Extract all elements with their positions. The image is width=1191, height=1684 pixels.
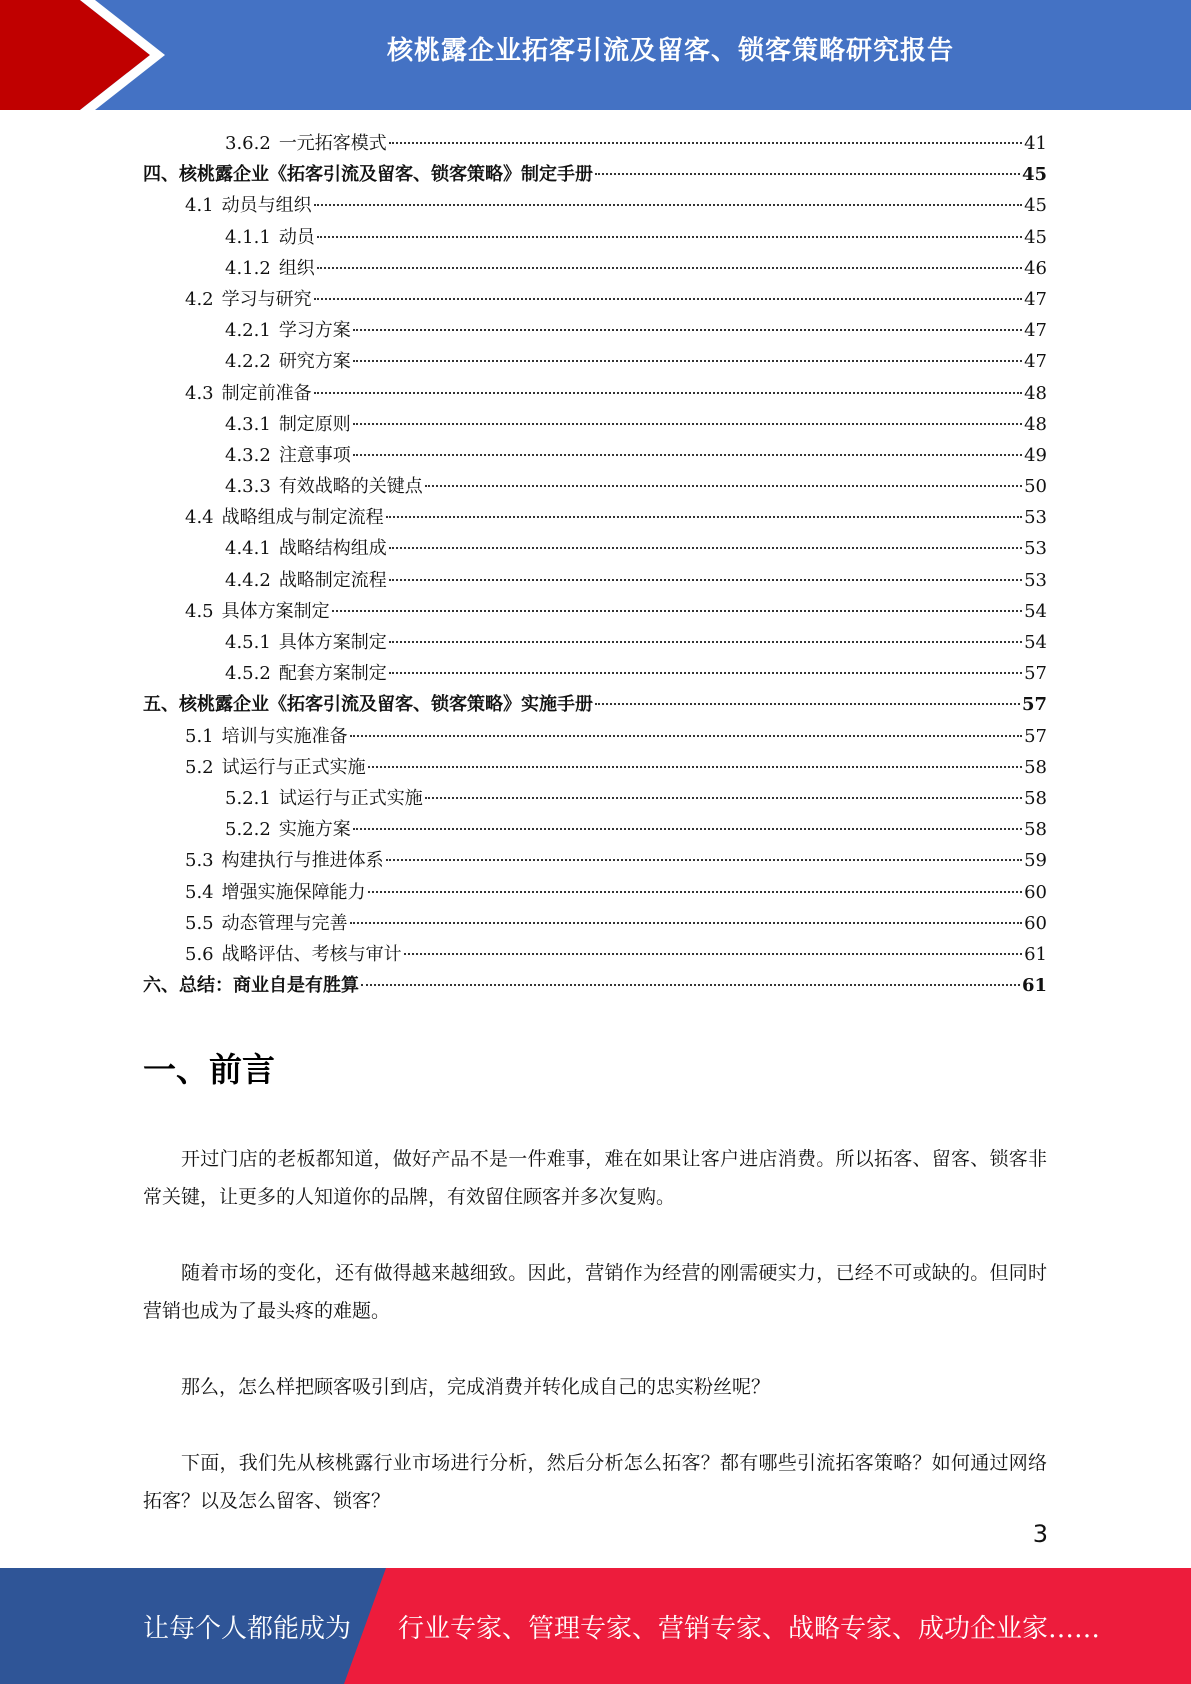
toc-entry-number: 4.2.1 [225, 320, 271, 342]
toc-leader-dots [368, 891, 1022, 893]
page-footer [0, 1568, 1191, 1684]
toc-entry-page: 57 [1024, 663, 1047, 685]
toc-leader-dots [386, 859, 1022, 861]
toc-entry-title: 战略结构组成 [278, 538, 387, 560]
toc-entry-page: 45 [1021, 164, 1047, 186]
toc-entry-title: 战略制定流程 [278, 569, 387, 591]
toc-entry-page: 50 [1024, 476, 1047, 498]
toc-entry-page: 45 [1024, 226, 1047, 248]
toc-entry-number: 4.3.1 [225, 413, 271, 435]
toc-entry-number: 4.3.2 [225, 444, 271, 466]
toc-entry-title: 实施方案 [278, 819, 351, 841]
footer-slogan-right: 行业专家、管理专家、营销专家、战略专家、成功企业家…… [398, 1614, 1101, 1644]
toc-entry-title: 培训与实施准备 [221, 725, 348, 747]
paragraph: 那么，怎么样把顾客吸引到店，完成消费并转化成自己的忠实粉丝呢？ [181, 1376, 771, 1398]
toc-entry-page: 58 [1024, 756, 1047, 778]
toc-entry[interactable] [143, 845, 1047, 876]
toc-entry-number: 4.5.2 [225, 663, 271, 685]
toc-entry-page: 54 [1024, 600, 1047, 622]
toc-leader-dots [353, 828, 1022, 830]
toc-entry-number: 3.6.2 [225, 133, 271, 154]
toc-entry-page: 49 [1024, 444, 1047, 466]
toc-entry-page: 58 [1024, 819, 1047, 841]
table-of-contents [143, 128, 1047, 1001]
toc-leader-dots [350, 735, 1022, 737]
toc-leader-dots [389, 547, 1022, 549]
toc-entry[interactable] [143, 159, 1047, 190]
toc-entry-page: 58 [1024, 787, 1047, 809]
toc-entry[interactable] [143, 752, 1047, 783]
toc-entry[interactable] [143, 689, 1047, 720]
toc-leader-dots [595, 703, 1020, 705]
toc-leader-dots [361, 984, 1020, 986]
toc-entry-page: 53 [1024, 538, 1047, 560]
toc-leader-dots [389, 579, 1022, 581]
toc-entry-number: 5.2.2 [225, 819, 271, 841]
toc-entry-number: 5.1 [185, 725, 214, 747]
toc-entry-page: 61 [1024, 943, 1047, 965]
toc-entry-title: 有效战略的关键点 [278, 476, 423, 498]
toc-leader-dots [386, 516, 1022, 518]
toc-entry-title: 制定前准备 [221, 382, 312, 404]
toc-entry-title: 六、总结：商业自是有胜算 [143, 975, 359, 997]
toc-entry-title: 动员与组织 [221, 195, 312, 217]
footer-slogan-left: 让每个人都能成为 [143, 1614, 352, 1644]
toc-entry-page: 45 [1024, 195, 1047, 217]
toc-entry-number: 5.4 [185, 881, 214, 903]
toc-leader-dots [314, 392, 1022, 394]
toc-entry[interactable] [143, 721, 1047, 752]
body-text [143, 1140, 1047, 1558]
toc-entry-page: 53 [1024, 507, 1047, 529]
toc-entry[interactable] [143, 970, 1047, 1001]
toc-entry[interactable] [143, 378, 1047, 409]
toc-entry[interactable] [143, 190, 1047, 221]
toc-entry[interactable] [143, 128, 1047, 159]
toc-entry-number: 5.3 [185, 850, 214, 872]
toc-entry[interactable] [143, 315, 1047, 346]
toc-entry-number: 5.2 [185, 756, 214, 778]
toc-leader-dots [350, 922, 1022, 924]
toc-entry[interactable] [143, 596, 1047, 627]
toc-entry[interactable] [143, 284, 1047, 315]
toc-entry-number: 5.5 [185, 912, 214, 934]
toc-entry-page: 53 [1024, 569, 1047, 591]
toc-leader-dots [314, 298, 1022, 300]
toc-entry-title: 研究方案 [278, 351, 351, 373]
toc-entry[interactable] [143, 222, 1047, 253]
toc-entry-page: 47 [1024, 320, 1047, 342]
toc-entry-title: 战略评估、考核与审计 [221, 943, 402, 965]
toc-leader-dots [332, 610, 1022, 612]
toc-entry-page: 57 [1021, 694, 1047, 716]
toc-entry[interactable] [143, 253, 1047, 284]
toc-entry[interactable] [143, 565, 1047, 596]
toc-entry-title: 注意事项 [278, 444, 351, 466]
toc-entry-number: 4.5 [185, 600, 214, 622]
header-title: 核桃露企业拓客引流及留客、锁客策略研究报告 [386, 36, 954, 66]
toc-entry-number: 4.3.3 [225, 476, 271, 498]
toc-entry-title: 具体方案制定 [221, 600, 330, 622]
toc-leader-dots [425, 485, 1022, 487]
section-title: 一、前言 [143, 1050, 275, 1089]
toc-entry-title: 四、核桃露企业《拓客引流及留客、锁客策略》制定手册 [143, 164, 593, 186]
toc-entry-title: 战略组成与制定流程 [221, 507, 384, 529]
toc-entry-title: 动态管理与完善 [221, 912, 348, 934]
toc-entry-page: 46 [1024, 257, 1047, 279]
toc-entry[interactable] [143, 908, 1047, 939]
paragraph: 下面，我们先从核桃露行业市场进行分析，然后分析怎么拓客？都有哪些引流拓客策略？如何通过网络拓客？以及怎么留客、锁客？ [143, 1452, 1047, 1512]
toc-leader-dots [389, 142, 1022, 144]
toc-entry-page: 48 [1024, 413, 1047, 435]
toc-entry-number: 5.2.1 [225, 787, 271, 809]
toc-entry-page: 60 [1024, 881, 1047, 903]
toc-entry-title: 制定原则 [278, 413, 351, 435]
toc-leader-dots [425, 797, 1022, 799]
paragraph: 开过门店的老板都知道，做好产品不是一件难事，难在如果让客户进店消费。所以拓客、留客、锁客非常关键，让更多的人知道你的品牌，有效留住顾客并多次复购。 [143, 1148, 1047, 1208]
toc-entry-title: 试运行与正式实施 [278, 787, 423, 809]
toc-entry-number: 4.4.2 [225, 569, 271, 591]
toc-entry[interactable] [143, 939, 1047, 970]
toc-entry[interactable] [143, 627, 1047, 658]
toc-entry[interactable] [143, 783, 1047, 814]
toc-entry[interactable] [143, 533, 1047, 564]
toc-entry-title: 组织 [278, 257, 315, 279]
toc-entry-title: 学习方案 [278, 320, 351, 342]
toc-entry-title: 五、核桃露企业《拓客引流及留客、锁客策略》实施手册 [143, 694, 593, 716]
paragraph: 随着市场的变化，还有做得越来越细致。因此，营销作为经营的刚需硬实力，已经不可或缺的。但同时营销也成为了最头疼的难题。 [143, 1262, 1047, 1322]
toc-entry-number: 4.1 [185, 195, 214, 217]
toc-leader-dots [317, 236, 1022, 238]
toc-leader-dots [389, 641, 1022, 643]
toc-entry-number: 4.4.1 [225, 538, 271, 560]
toc-entry[interactable] [143, 440, 1047, 471]
toc-entry-title: 增强实施保障能力 [221, 881, 366, 903]
page-number: 3 [1032, 1520, 1048, 1548]
toc-entry-page: 47 [1024, 288, 1047, 310]
toc-entry[interactable] [143, 346, 1047, 377]
toc-entry-title: 学习与研究 [221, 288, 312, 310]
toc-leader-dots [404, 953, 1022, 955]
toc-entry-title: 动员 [278, 226, 315, 248]
toc-entry-page: 60 [1024, 912, 1047, 934]
toc-entry-number: 5.6 [185, 943, 214, 965]
toc-entry-title: 一元拓客模式 [278, 133, 387, 154]
toc-entry-number: 4.2 [185, 288, 214, 310]
toc-leader-dots [389, 672, 1022, 674]
toc-entry[interactable] [143, 471, 1047, 502]
toc-entry-page: 61 [1021, 975, 1047, 997]
toc-entry[interactable] [143, 814, 1047, 845]
toc-entry-page: 47 [1024, 351, 1047, 373]
toc-entry-number: 4.3 [185, 382, 214, 404]
toc-entry-number: 4.1.2 [225, 257, 271, 279]
toc-entry[interactable] [143, 658, 1047, 689]
toc-entry[interactable] [143, 877, 1047, 908]
toc-leader-dots [368, 766, 1022, 768]
toc-entry-page: 59 [1024, 850, 1047, 872]
toc-entry-number: 4.4 [185, 507, 214, 529]
toc-leader-dots [353, 329, 1022, 331]
toc-leader-dots [317, 267, 1022, 269]
toc-entry-page: 57 [1024, 725, 1047, 747]
toc-entry-number: 4.1.1 [225, 226, 271, 248]
toc-entry-title: 构建执行与推进体系 [221, 850, 384, 872]
toc-leader-dots [353, 423, 1022, 425]
toc-entry-number: 4.2.2 [225, 351, 271, 373]
toc-entry[interactable] [143, 502, 1047, 533]
toc-leader-dots [595, 173, 1020, 175]
toc-entry-page: 41 [1024, 133, 1047, 154]
toc-leader-dots [353, 454, 1022, 456]
toc-entry-title: 试运行与正式实施 [221, 756, 366, 778]
toc-entry[interactable] [143, 409, 1047, 440]
page-header [0, 0, 1191, 110]
toc-entry-title: 配套方案制定 [278, 663, 387, 685]
toc-leader-dots [353, 360, 1022, 362]
toc-entry-page: 48 [1024, 382, 1047, 404]
toc-entry-title: 具体方案制定 [278, 632, 387, 653]
toc-entry-page: 54 [1024, 632, 1047, 653]
toc-entry-number: 4.5.1 [225, 632, 271, 653]
toc-leader-dots [314, 204, 1022, 206]
